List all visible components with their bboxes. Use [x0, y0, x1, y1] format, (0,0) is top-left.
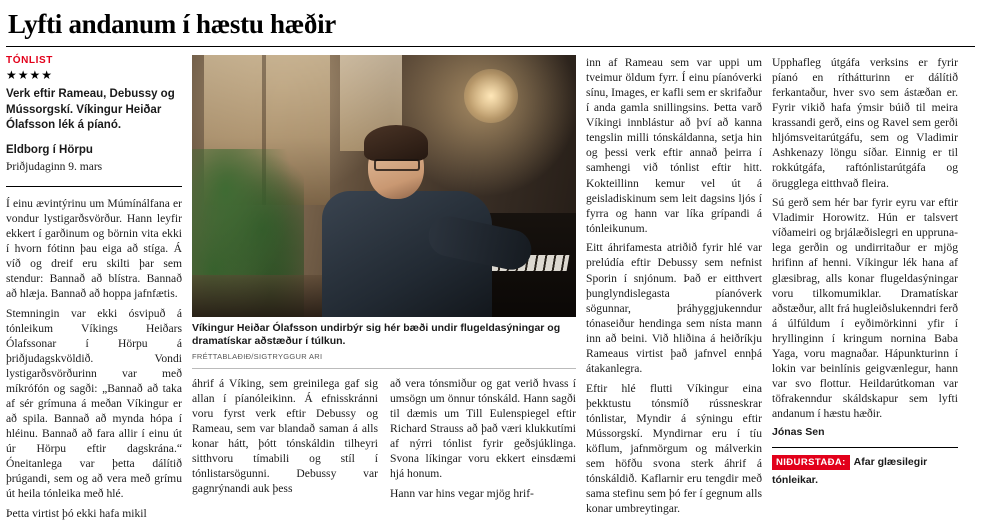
- photo-column: [192, 55, 586, 500]
- page-title: Lyfti andanum í hæstu hæðir: [8, 9, 336, 39]
- paragraph: Þetta virtist þó ekki hafa mikil: [6, 507, 147, 521]
- paragraph: Hann var hins vegar mjög hrif-: [390, 486, 534, 500]
- photo-person-hair: [364, 125, 428, 161]
- verdict-text: Afar glæsilegir tónleikar.: [772, 456, 928, 487]
- paragraph: Eftir hlé flutti Víkingur eina þekktustu tónsmíð rússneskrar tónlistar, Myndir á sýningu eftir Mússorgskí. Myndirnar eru í tíu köflum, jafnmörgum og málverkin sem höfðu svona sterk áhrif á tónskáldið. Kaflarnir eru tengdir með sama stefinu sem þó fer í gegnum alls konar umbreytingar.: [586, 381, 762, 516]
- review-venue: Eldborg í Hörpu: [6, 143, 93, 156]
- review-date: Þriðjudaginn 9. mars: [6, 161, 103, 174]
- under-photo-columns: [192, 376, 576, 501]
- section-kicker: TÓNLIST: [6, 55, 53, 66]
- star-rating: ★★★★: [6, 68, 54, 82]
- article-photo: [192, 55, 576, 317]
- paragraph: inn af Rameau sem var uppi um tveimur öldum fyrr. Í einu píanóverki sínu, Images, er kafli sem er skrifaður í anda gamla snillingsins. Þetta varð Víkingi innblástur að því að kanna tengslin milli tónskáldanna, setja hin og þessi verk eftir annað þeirra í samhengi við tónlist eftir hitt. Kokteillinn kemur vel út á geisladiskinum sem leit dagsins ljós í fyrra og hann var líka grípandi á tónleikunum.: [586, 56, 762, 235]
- review-credits: Verk eftir Rameau, Debussy og Mússorgskí. Víkingur Heiðar Ólafsson lék á píanó.: [6, 88, 175, 132]
- glasses-icon: [374, 159, 420, 171]
- photo-credit: FRÉTTABLAÐIÐ/SIGTRYGGUR ARI: [192, 351, 323, 361]
- paragraph: Eitt áhrifamesta atriðið fyrir hlé var prelúdía eftir Debussy sem nefnist Sporin í snjónum. Það er eitthvert þunglyndislegasta píanóverk sögunnar, þráhyggjukenndur tónaseiður hendinga sem nísta mann inn að beini. Við hliðina á heiðríkju Rameaus virtist það jafnvel ennþá átakanlegra.: [586, 241, 762, 375]
- column-5-container: [772, 55, 958, 487]
- verdict-box: [772, 447, 958, 488]
- photo-caption: Víkingur Heiðar Ólafsson undirbýr sig hér bæði undir flugeldasýningar og dramatískar aðstæður í túlkun.: [192, 322, 561, 348]
- article-byline: Jónas Sen: [772, 425, 825, 438]
- photo-lamp: [464, 69, 518, 123]
- column-1-text: [6, 196, 182, 521]
- column-2-text: [192, 376, 378, 501]
- meta-divider: [6, 186, 182, 187]
- verdict-label: NIÐURSTAÐA:: [772, 455, 850, 470]
- paragraph: Upphafleg útgáfa verksins er fyrir píanó en ríthátturinn er dálítið ferkantaður, hver svo sem ástæðan er. Fyrir vikið hafa ýmsir búið til meira krassandi gerð, eins og Ravel sem gerði hljómsveitarútgáfu, sem og Vladimir Ashkenazy löngu síðar. Einnig er til rokkútgáfa, raftónlistarútgáfa og örugglega eitthvað fleira.: [772, 56, 958, 190]
- photo-divider: [192, 368, 576, 369]
- column-4-text: [586, 55, 772, 516]
- paragraph: Sú gerð sem hér bar fyrir eyru var eftir Vladimir Horowitz. Hún er talsvert víðameiri og brjálæðislegri en upprunalega gerðin og undirritaður er mjög hrifinn af henni. Víkingur lék hana af glæsibrag, alls konar flugeldasýningar voru tilkomumiklar. Dramatískar aðstæður, allt frá hugleiðslukenndri ferð á úlfúldum í eyðimörkinni yfir í hryllinginn í kringum nornina Baba Yaga, voru magnaðar. Hápunkturinn í lokin var beinlínis geigvænlegur, hann var svo flottur. Heildarútkoman var töfrakenndur skáldskapur sem lyfti andanum í hæstu hæðir.: [772, 196, 958, 421]
- meta-column: [6, 55, 192, 521]
- article-body: [0, 47, 981, 521]
- paragraph: Í einu ævintýrinu um Múmínálfana er vondur lystigarðsvörður. Hann leyfir ekkert í garðinum og börnin vita ekki í hvorn fótinn þau eiga að stíga. Á víð og dreif eru skilti þar sem stendur: Bannað að blístra. Bannað að hlæja. Bannað að hoppa jafnfætis.: [6, 196, 182, 300]
- paragraph: áhrif á Víking, sem greinilega gaf sig allan í píanóleikinn. Á efnisskránni voru fyrst verk eftir Debussy og Rameau, sem var blandað saman á alls konar hátt, þótt tónskáldin tilheyri sitthvoru tímabili og stíl í tónlistarsögunni. Debussy var gagnrýnandi auk þess: [192, 376, 378, 496]
- paragraph: að vera tónsmiður og gat verið hvass í umsögn um önnur tónskáld. Hann sagði til dæmis um Till Eulenspiegel eftir Richard Strauss að það væri klukkutími af nýrri tónlist fyrir geðsjúklinga. Svona líkingar voru ekkert einsdæmi hjá honum.: [390, 376, 576, 481]
- column-3-text: [390, 376, 576, 501]
- paragraph: Stemningin var ekki ósvipuð á tónleikum Víkings Heiðars Ólafssonar í Hörpu á þriðjudagskvöldið. Vondi lystigarðsvörðurinn var með míkrófón og sagði: „Bannað að taka af sér grímuna á meðan Víkingur er að spila. Bannað að mynda hópa í hléinu. Bannað að fara allir í einu út úr Hörpu eftir dagskrána.“ Óneitanlega var þetta dálítið þrúgandi, sem og að vera með grímu út heila tónleika með hlé.: [6, 306, 182, 501]
- column-5-text: [772, 55, 958, 439]
